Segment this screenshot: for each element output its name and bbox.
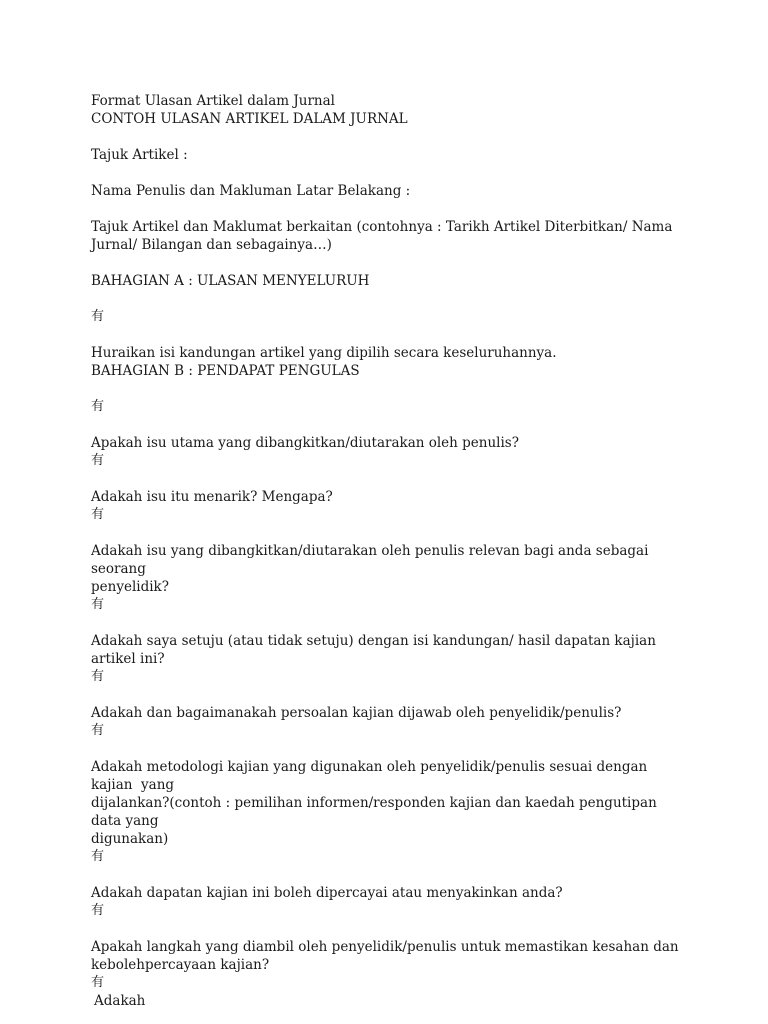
bullet-glyph: 有 bbox=[91, 723, 105, 738]
question-3-line1: Adakah isu yang dibangkitkan/diutarakan oleh penulis relevan bagi anda sebagai seorang bbox=[91, 543, 653, 577]
section-a-text: Huraikan isi kandungan artikel yang dipilih secara keseluruhannya. bbox=[91, 345, 557, 361]
bullet-glyph: 有 bbox=[91, 507, 105, 522]
field-maklumat-line2: Jurnal/ Bilangan dan sebagainya…) bbox=[91, 237, 332, 253]
section-b-title: BAHAGIAN B : PENDAPAT PENGULAS bbox=[91, 363, 360, 379]
question-5: Adakah dan bagaimanakah persoalan kajian dijawab oleh penyelidik/penulis? bbox=[91, 705, 622, 721]
question-3-line2: penyelidik? bbox=[91, 579, 169, 595]
question-6-line1: Adakah metodologi kajian yang digunakan oleh penyelidik/penulis sesuai dengan kajian yang bbox=[91, 759, 652, 793]
question-7: Adakah dapatan kajian ini boleh dipercayai atau menyakinkan anda? bbox=[91, 885, 563, 901]
question-1: Apakah isu utama yang dibangkitkan/diutarakan oleh penulis? bbox=[91, 435, 519, 451]
bullet-glyph: 有 bbox=[91, 309, 105, 324]
document-heading: CONTOH ULASAN ARTIKEL DALAM JURNAL bbox=[91, 111, 408, 127]
question-4: Adakah saya setuju (atau tidak setuju) dengan isi kandungan/ hasil dapatan kajian artikel ini? bbox=[91, 633, 661, 667]
bullet-glyph: 有 bbox=[91, 903, 105, 918]
field-maklumat-line1: Tajuk Artikel dan Maklumat berkaitan (contohnya : Tarikh Artikel Diterbitkan/ Nama bbox=[91, 219, 673, 235]
bullet-glyph: 有 bbox=[91, 975, 105, 990]
question-2: Adakah isu itu menarik? Mengapa? bbox=[91, 489, 333, 505]
bullet-glyph: 有 bbox=[91, 399, 105, 414]
section-a-title: BAHAGIAN A : ULASAN MENYELURUH bbox=[91, 273, 370, 289]
question-6-line2: dijalankan?(contoh : pemilihan informen/responden kajian dan kaedah pengutipan data yang bbox=[91, 795, 662, 829]
bullet-glyph: 有 bbox=[91, 849, 105, 864]
question-8-line2: kebolehpercayaan kajian? bbox=[91, 957, 270, 973]
document-page bbox=[91, 92, 691, 1010]
field-nama-penulis: Nama Penulis dan Makluman Latar Belakang : bbox=[91, 183, 411, 199]
bullet-glyph: 有 bbox=[91, 453, 105, 468]
document-title: Format Ulasan Artikel dalam Jurnal bbox=[91, 93, 335, 109]
bullet-glyph: 有 bbox=[91, 597, 105, 612]
question-6-line3: digunakan) bbox=[91, 831, 169, 847]
bullet-glyph: 有 bbox=[91, 669, 105, 684]
question-9: Adakah bbox=[94, 993, 146, 1009]
field-tajuk-artikel: Tajuk Artikel : bbox=[91, 147, 188, 163]
question-8-line1: Apakah langkah yang diambil oleh penyelidik/penulis untuk memastikan kesahan dan bbox=[91, 939, 679, 955]
